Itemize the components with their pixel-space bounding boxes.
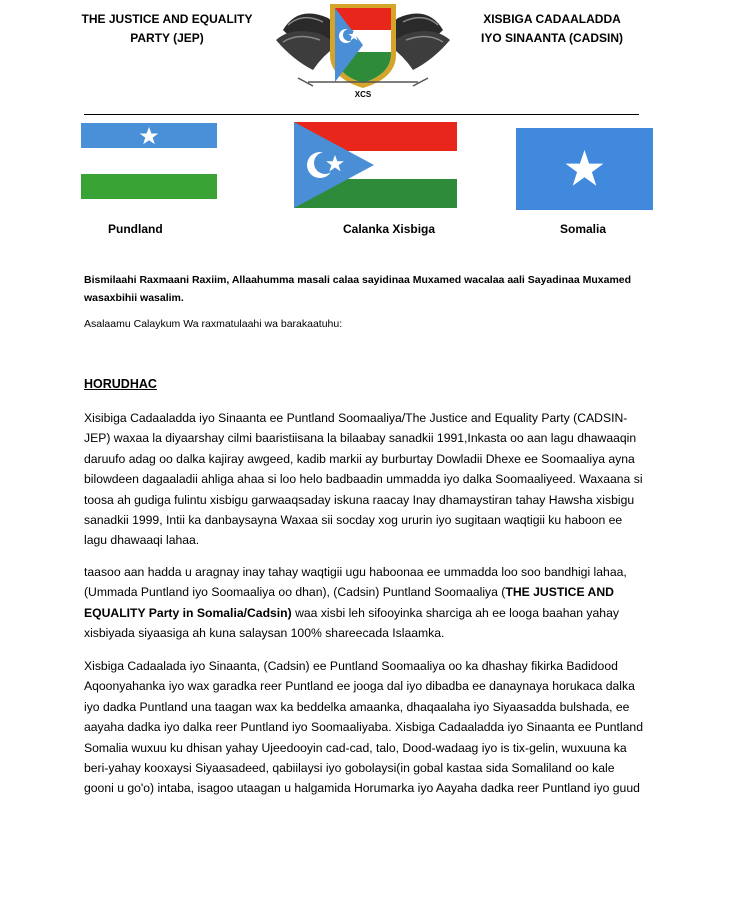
paragraph-2-part-a: taasoo aan hadda u aragnay inay tahay waqtigii ugu haboonaa ee ummadda loo soo bandhigi lahaa, (Ummada Puntland iyo Soomaaliya oo dhan), (Cadsin) Puntland Soomaaliya ( bbox=[84, 565, 627, 600]
section-heading: HORUDHAC bbox=[84, 377, 157, 391]
party-emblem-eagle-icon bbox=[268, 0, 458, 100]
paragraph-2-part-b: waa xisbi leh sifooyinka sharciga ah ee looga baahan yahay xisbiyada siyaasiga ah kuna salaysan 100% shareecada Islaamka. bbox=[84, 605, 619, 641]
puntland-flag-icon bbox=[81, 123, 217, 199]
header-divider bbox=[84, 114, 639, 115]
party-flag-icon bbox=[294, 122, 457, 208]
party-name-somali bbox=[452, 10, 652, 48]
paragraph-1: Xisibiga Cadaaladda iyo Sinaanta ee Puntland Soomaaliya/The Justice and Equality Party (CADSIN- JEP) waxaa la diyaarshay cilmi baaristiisana la bilaabay sanadkii 1991,Inkasta oo aan lagu dhawaaqin daruufo adag oo dalka kajiray awgeed, kadib markii ay burburtay Dowladii Dhexe ee Soomaaliya ayna bilowdeen dagaaladii ahliga ahaa si loo helo badbaadin ummadda iyo dalka Soomaaliyeed. Waxaana si toosa ah gudiga fulintu xisbigu garwaaqsaday iskuna raacay Inay dhamaystiran tahay Hawsha xisbigu sanadkii 1999, Intii ka danbaysayna Waxaa sii socday xog ururin iyo sugitaan waqtigii ku haboon ee lagu dhawaaqi lahaa. bbox=[84, 411, 643, 548]
bismillah-text: Bismilaahi Raxmaani Raxiim, Allaahumma masali calaa sayidinaa Muxamed wacalaa aali Sayadinaa Muxamed wasaxbihii wasalim. bbox=[84, 274, 632, 304]
party-name-somali-line2: IYO SINAANTA (CADSIN) bbox=[481, 31, 623, 45]
somalia-flag-icon bbox=[516, 128, 653, 210]
paragraph-3: Xisbiga Cadaalada iyo Sinaanta, (Cadsin) ee Puntland Soomaaliya oo ka dhashay fikirka Badidood Aqoonyahanka iyo wax garadka reer Puntland ee jooga dal iyo dibadba ee danaynaya horukaca dalka iyo dadka Puntland una taagan wax ka beddelka amaanka, dhaqaalaha iyo Siyaasadda bulshada, ee aayaha dadka iyo dalka reer Puntland iyo Soomaaliyaba. Xisbiga Cadaaladda iyo Sinaanta ee Puntland Somalia wuxuu ku dhisan yahay Ujeedooyin cad-cad, talo, Dood-wadaag iyo is tix-gelin, wuxuuna ka beri-yahay kooxaysi Siyaasadeed, qabiilaysi iyo gobolaysi(in gobal kastaa sida Somaliland oo kale gooni u go'o) intaba, isagoo utaagan u halgamida Horumarka iyo Aayaha dadka reer Puntland iyo guud bbox=[84, 659, 643, 796]
emblem-text: XCS bbox=[354, 90, 372, 99]
party-name-somali-line1: XISBIGA CADAALADDA bbox=[483, 12, 621, 26]
party-name-english-line2: PARTY (JEP) bbox=[130, 31, 204, 45]
flag-label-puntland: Pundland bbox=[108, 222, 163, 236]
paragraph-2 bbox=[84, 562, 644, 644]
paragraph-2-bold: THE JUSTICE AND EQUALITY Party in Somalia/Cadsin) bbox=[84, 585, 614, 620]
greeting-text: Asalaamu Calaykum Wa raxmatulaahi wa barakaatuhu: bbox=[84, 318, 343, 330]
flag-label-party: Calanka Xisbiga bbox=[343, 222, 436, 236]
party-name-english-line1: THE JUSTICE AND EQUALITY bbox=[81, 12, 253, 26]
flag-label-somalia: Somalia bbox=[560, 222, 607, 236]
party-name-english bbox=[72, 10, 262, 48]
